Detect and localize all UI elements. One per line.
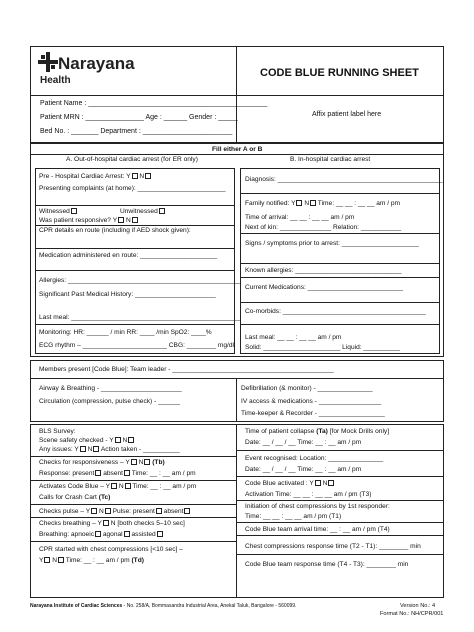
patient-mrn-field[interactable]: Patient MRN : _______________ Age : ______ Gender : _____	[40, 114, 238, 121]
monitoring-field[interactable]: Monitoring: HR: ______ / min RR: ____ /min SpO2: ____%	[39, 329, 212, 336]
logo-name: Narayana	[58, 54, 135, 73]
breathing-assisted-checkbox[interactable]	[157, 531, 163, 537]
medication-field[interactable]: Medication administered en route: _____________________	[39, 252, 218, 259]
solid-liquid-field[interactable]: Solid: _____________________ Liquid: __________	[245, 344, 401, 351]
family-no-checkbox[interactable]	[310, 200, 316, 206]
responsive-label: Was patient responsive? Y N	[39, 217, 138, 225]
comorbids-field[interactable]: Co-morbids: _______________________________________	[245, 308, 426, 315]
timekeeper-field[interactable]: Time-keeper & Recorder - __________________	[241, 410, 385, 417]
defibrillation-field[interactable]: Defibrillation (& monitor) - _______________	[241, 385, 373, 392]
breathing-agonal-checkbox[interactable]	[124, 531, 130, 537]
scene-safety-label: Scene safety checked - Y N	[39, 437, 134, 445]
event-date-time-field[interactable]: Date: __ / __ / __ Time: __ : __ am / pm	[245, 466, 362, 473]
version-label: Version No.: 4	[400, 603, 436, 609]
cpr-enroute-field[interactable]: CPR details en route (including if AED shock given):	[39, 227, 191, 234]
airway-field[interactable]: Airway & Breathing - ______________________	[39, 385, 182, 392]
response-label: Response: present absent Time: __ : __ am / pm	[39, 470, 196, 477]
activates-code-blue-label: Activates Code Blue – Y N Time: __ : __ am / pm	[39, 483, 197, 490]
initiation-time-field[interactable]: Time: __ __ : __ __ am / pm (T1)	[245, 513, 342, 520]
response-absent-checkbox[interactable]	[124, 470, 130, 476]
witnessed-label: Witnessed	[39, 208, 77, 216]
event-recognised-field[interactable]: Event recognised: Location: _______________	[245, 455, 384, 462]
pre-hospital-label: Pre - Hospital Cardiac Arrest: Y N	[39, 173, 151, 181]
arrival-time-field[interactable]: Time of arrival: __ __ : __ __ am / pm	[245, 214, 355, 221]
activates-no-checkbox[interactable]	[125, 483, 131, 489]
crash-cart-label: Calls for Crash Cart (Tc)	[39, 494, 111, 501]
pulse-absent-checkbox[interactable]	[184, 508, 190, 514]
diagnosis-field[interactable]: Diagnosis: _____________________________________________	[245, 176, 443, 183]
team-arrival-time-field[interactable]: Code Blue team arrival time: __ : __ am / pm (T4)	[245, 526, 390, 533]
unwitnessed-label: Unwitnessed	[120, 208, 165, 216]
next-of-kin-field[interactable]: Next of kin: ______________ Relation: ___________	[245, 224, 402, 231]
last-meal-field[interactable]: Last meal: ______________________________________________	[39, 314, 240, 321]
last-meal-time-field[interactable]: Last meal: __ __ : __ __ am / pm	[245, 334, 342, 341]
section-a-label: A. Out-of-hospital cardiac arrest (for ER only)	[66, 156, 198, 163]
compression-response-field[interactable]: Chest compressions response time (T2 - T1): ________ min	[245, 543, 421, 550]
ecg-field[interactable]: ECG rhythm – _______________________ CBG: ________ mg/dl	[39, 342, 235, 349]
header-divider	[30, 95, 444, 96]
responsive-yes-checkbox[interactable]	[118, 217, 124, 223]
resp-check-yes-checkbox[interactable]	[131, 459, 137, 465]
members-field[interactable]: Members present [Code Blue]: Team leader - ____________________________________________	[39, 366, 334, 373]
pre-hospital-yes-checkbox[interactable]	[132, 173, 138, 179]
checks-pulse-label: Checks pulse – Y N Pulse: present absent	[39, 508, 190, 516]
narayana-logo-icon	[38, 52, 58, 72]
footer-address: Narayana Institute of Cardiac Sciences - No. 258/A, Bommasandra Industrial Area, Anekal Taluk, Bangalore - 560099.	[30, 603, 297, 609]
cpr-yes-checkbox[interactable]	[44, 557, 50, 563]
witnessed-checkbox[interactable]	[71, 208, 77, 214]
responsive-no-checkbox[interactable]	[132, 217, 138, 223]
collapse-date-time-field[interactable]: Date: __ / __ / __ Time: __ : __ am / pm	[245, 439, 362, 446]
issues-yes-checkbox[interactable]	[80, 446, 86, 452]
pre-hospital-no-checkbox[interactable]	[145, 173, 151, 179]
breathing-status-label: Breathing: apnoeic agonal assisted	[39, 531, 163, 539]
pulse-yes-checkbox[interactable]	[91, 508, 97, 514]
patient-name-field[interactable]: Patient Name : ______________________________________________	[40, 100, 268, 107]
allergies-field[interactable]: Allergies: _______________________________________________	[39, 277, 241, 284]
collapse-time-label: Time of patient collapse (Ta) [for Mock Drills only]	[245, 428, 390, 435]
cpr-started-time: Y N Time: __ : __ am / pm (Td)	[39, 557, 144, 564]
pmh-field[interactable]: Significant Past Medical History: ______________________	[39, 291, 216, 298]
bed-department-field[interactable]: Bed No. : _______ Department : _______________________	[40, 128, 233, 135]
team-response-field[interactable]: Code Blue team response time (T4 - T3): ________ min	[245, 561, 409, 568]
cpr-no-checkbox[interactable]	[58, 557, 64, 563]
cpr-started-label: CPR started with chest compressions [<10 sec] –	[39, 546, 183, 553]
affix-label: Affix patient label here	[312, 111, 382, 118]
page-title: CODE BLUE RUNNING SHEET	[260, 67, 419, 79]
cb-activated-no-checkbox[interactable]	[328, 480, 334, 486]
section-a-box	[35, 168, 235, 354]
iv-access-field[interactable]: IV access & medications - _________________	[241, 398, 382, 405]
any-issues-label: Any issues: Y N Action taken - __________	[39, 446, 180, 453]
presenting-complaints-field[interactable]: Presenting complaints (at home): ________________________	[39, 185, 226, 192]
cb-activated-yes-checkbox[interactable]	[315, 480, 321, 486]
family-notified-label: Family notified: Y N Time: __ __ : __ __ am / pm	[245, 200, 401, 207]
pulse-no-checkbox[interactable]	[105, 508, 111, 514]
header-col-divider	[236, 46, 237, 144]
section-b-label: B. In-hospital cardiac arrest	[290, 156, 371, 163]
current-medications-field[interactable]: Current Medications: __________________________	[245, 284, 404, 291]
initiation-label: Initiation of chest compressions by 1st responder:	[245, 503, 390, 510]
logo-sub: Health	[40, 75, 71, 86]
signs-symptoms-field[interactable]: Signs / symptoms prior to arrest: _____________________	[245, 240, 419, 247]
responsiveness-check-label: Checks for responsiveness – Y N (Tb)	[39, 459, 165, 466]
fill-title: Fill either A or B	[212, 146, 263, 153]
issues-no-checkbox[interactable]	[93, 446, 99, 452]
activates-yes-checkbox[interactable]	[111, 483, 117, 489]
unwitnessed-checkbox[interactable]	[159, 208, 165, 214]
scene-no-checkbox[interactable]	[128, 437, 134, 443]
fill-title-line	[30, 154, 444, 155]
code-blue-activated-label: Code Blue activated : Y N	[245, 480, 334, 488]
activation-time-field[interactable]: Activation Time: __ __ : __ __ am / pm (T3)	[245, 491, 372, 498]
family-yes-checkbox[interactable]	[296, 200, 302, 206]
resp-check-no-checkbox[interactable]	[144, 459, 150, 465]
format-label: Format No.: NH/CPR/001	[380, 611, 444, 617]
response-present-checkbox[interactable]	[95, 470, 101, 476]
known-allergies-field[interactable]: Known allergies: _____________________________	[245, 267, 402, 274]
pulse-present-checkbox[interactable]	[156, 508, 162, 514]
breathing-apnoeic-checkbox[interactable]	[95, 531, 101, 537]
bls-title: BLS Survey:	[39, 428, 76, 435]
checks-breathing-label: Checks breathing – Y N [both checks 5–10 sec]	[39, 520, 185, 527]
breathing-yes-checkbox[interactable]	[103, 520, 109, 526]
circulation-field[interactable]: Circulation (compression, pulse check) - ______	[39, 398, 181, 405]
scene-yes-checkbox[interactable]	[115, 437, 121, 443]
section-b-box	[240, 168, 440, 354]
